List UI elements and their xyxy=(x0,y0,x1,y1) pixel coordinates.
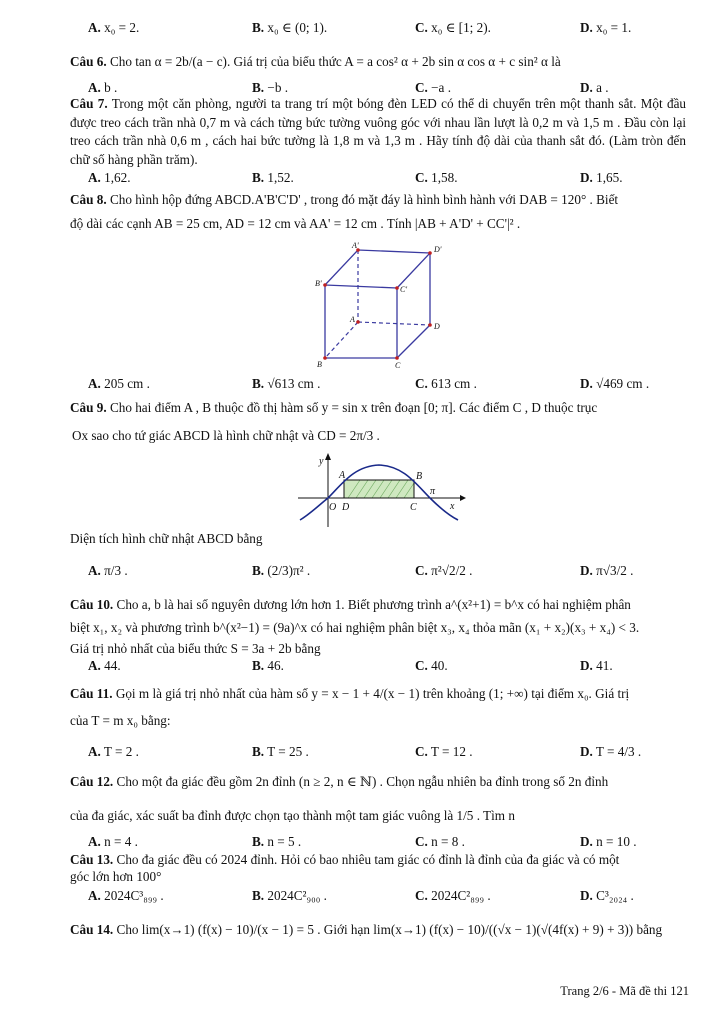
label-pi: π xyxy=(430,486,436,497)
q12-option-c[interactable]: C. n = 8 . xyxy=(415,834,465,849)
edge-cd xyxy=(397,325,430,358)
q12-option-a[interactable]: A. n = 4 . xyxy=(88,834,138,849)
label-o: O xyxy=(329,502,337,513)
label-d1: D' xyxy=(434,245,442,254)
q5-option-c[interactable]: C. x₀ ∈ [1; 2). xyxy=(415,20,491,35)
q7-stem: Câu 7. Trong một căn phòng, người ta trang trí một bóng đèn LED có thể di chuyển trên một thanh sắt. Một đầu được treo cách trần nhà 0,7 m và cách từng bức tường vuông góc với nhau lần lượt là 0,2 m và 1,5 m . Đầu còn lại treo cách trần nhà 0,6 m , cách hai bức tường là 1,8 m và 1,3 m . Hãy tính độ dài của thanh sắt đó. (Làm tròn đến chữ số hàng phần trăm). xyxy=(70,96,687,167)
y-axis-arrow xyxy=(325,453,331,460)
q11-option-b[interactable]: B. T = 25 . xyxy=(252,744,309,759)
q6-option-d[interactable]: D. a . xyxy=(580,80,609,95)
q6-option-c[interactable]: C. −a . xyxy=(415,80,452,95)
label-b: B xyxy=(416,471,423,482)
q11-option-d[interactable]: D. T = 4/3 . xyxy=(580,744,642,759)
q12-option-d[interactable]: D. n = 10 . xyxy=(580,834,637,849)
q7-option-a[interactable]: A. 1,62. xyxy=(88,170,131,185)
label-a: A xyxy=(350,315,355,324)
vertex-a xyxy=(356,320,360,324)
q12-option-b[interactable]: B. n = 5 . xyxy=(252,834,302,849)
q13-stem-line1: Câu 13. Cho đa giác đều có 2024 đỉnh. Hỏi có bao nhiêu tam giác có đỉnh là đỉnh của đa giác và có một xyxy=(70,852,620,867)
label-b1: B' xyxy=(315,279,322,288)
q13-option-d[interactable]: D. C³₂₀₂₄ . xyxy=(580,888,634,903)
q11-stem-line2: của T = m x₀ bằng: xyxy=(70,713,171,728)
label-a: A xyxy=(339,470,346,481)
q8-option-c[interactable]: C. 613 cm . xyxy=(415,376,477,391)
label-x: x xyxy=(450,501,455,512)
edge-ad-hidden xyxy=(358,322,430,325)
q6-option-b[interactable]: B. −b . xyxy=(252,80,289,95)
vertex-b xyxy=(323,356,327,360)
label-c: C xyxy=(395,361,401,370)
q10-stem-line1: Câu 10. Cho a, b là hai số nguyên dương lớn hơn 1. Biết phương trình a^(x²+1) = b^x có hai nghiệm phân xyxy=(70,597,631,612)
q11-stem-line1: Câu 11. Gọi m là giá trị nhỏ nhất của hàm số y = x − 1 + 4/(x − 1) trên khoảng (1; +∞) tại điểm x₀. Giá trị xyxy=(70,686,630,701)
vertex-d xyxy=(428,323,432,327)
label-c: C xyxy=(410,502,417,513)
q13-option-b[interactable]: B. 2024C²₉₀₀ . xyxy=(252,888,327,903)
q10-stem-line3: Giá trị nhỏ nhất của biểu thức S = 3a + 2b bằng xyxy=(70,641,321,656)
label-y: y xyxy=(319,456,324,467)
q9-option-b[interactable]: B. (2/3)π² . xyxy=(252,563,311,578)
label-d: D xyxy=(434,322,440,331)
edge-b1c1 xyxy=(325,285,397,288)
q12-stem-line1: Câu 12. Cho một đa giác đều gồm 2n đỉnh (n ≥ 2, n ∈ ℕ) . Chọn ngẫu nhiên ba đỉnh trong số 2n đỉnh xyxy=(70,774,609,789)
rectangle-fill xyxy=(344,480,414,498)
q8-option-b[interactable]: B. √613 cm . xyxy=(252,376,321,391)
page-footer: Trang 2/6 - Mã đề thi 121 xyxy=(560,984,689,998)
q7-option-b[interactable]: B. 1,52. xyxy=(252,170,294,185)
q8-stem-line1: Câu 8. Cho hình hộp đứng ABCD.A'B'C'D' , trong đó mặt đáy là hình bình hành với DAB = 120° . Biết xyxy=(70,192,619,207)
q9-question: Diện tích hình chữ nhật ABCD bằng xyxy=(70,531,263,546)
edge-ab-hidden xyxy=(325,322,358,358)
parallelepiped-figure xyxy=(300,240,450,370)
q8-option-a[interactable]: A. 205 cm . xyxy=(88,376,150,391)
q13-stem-line2: góc lớn hơn 100° xyxy=(70,869,162,884)
q11-option-a[interactable]: A. T = 2 . xyxy=(88,744,139,759)
q10-stem-line2: biệt x₁, x₂ và phương trình b^(x²−1) = (9a)^x có hai nghiệm phân biệt x₃, x₄ thỏa mãn (x₁ + x₂)(x₃ + x₄) < 3. xyxy=(70,620,640,635)
q9-option-c[interactable]: C. π²√2/2 . xyxy=(415,563,473,578)
q8-option-d[interactable]: D. √469 cm . xyxy=(580,376,650,391)
q11-option-c[interactable]: C. T = 12 . xyxy=(415,744,473,759)
label-c1: C' xyxy=(400,285,408,294)
q9-option-d[interactable]: D. π√3/2 . xyxy=(580,563,634,578)
vertex-c xyxy=(395,356,399,360)
q6-option-a[interactable]: A. b . xyxy=(88,80,118,95)
q14-stem: Câu 14. Cho lim(x→1) (f(x) − 10)/(x − 1) = 5 . Giới hạn lim(x→1) (f(x) − 10)/((√x − 1)(√(4f(x) + 9) + 3)) bằng xyxy=(70,922,663,937)
q5-option-b[interactable]: B. x₀ ∈ (0; 1). xyxy=(252,20,328,35)
q10-option-c[interactable]: C. 40. xyxy=(415,658,448,673)
sine-graph-figure xyxy=(298,452,468,528)
vertex-b1 xyxy=(323,283,327,287)
q13-option-a[interactable]: A. 2024C³₈₉₉ . xyxy=(88,888,164,903)
vertex-c1 xyxy=(395,286,399,290)
q10-option-b[interactable]: B. 46. xyxy=(252,658,284,673)
q9-option-a[interactable]: A. π/3 . xyxy=(88,563,128,578)
q10-option-d[interactable]: D. 41. xyxy=(580,658,613,673)
q13-option-c[interactable]: C. 2024C²₈₉₉ . xyxy=(415,888,491,903)
x-axis-arrow xyxy=(460,495,466,501)
q9-stem-line1: Câu 9. Cho hai điểm A , B thuộc đồ thị hàm số y = sin x trên đoạn [0; π]. Các điểm C , D thuộc trục xyxy=(70,400,598,415)
q5-option-a[interactable]: A. x₀ = 2. xyxy=(88,20,140,35)
edge-a1b1 xyxy=(325,250,358,285)
edge-a1d1 xyxy=(358,250,430,253)
q12-stem-line2: của đa giác, xác suất ba đỉnh được chọn tạo thành một tam giác vuông là 1/5 . Tìm n xyxy=(70,808,515,823)
label-a1: A' xyxy=(352,241,359,250)
q10-option-a[interactable]: A. 44. xyxy=(88,658,121,673)
label-b: B xyxy=(317,360,322,369)
edge-d1c1 xyxy=(397,253,430,288)
q7-option-c[interactable]: C. 1,58. xyxy=(415,170,458,185)
q5-option-d[interactable]: D. x₀ = 1. xyxy=(580,20,632,35)
q9-stem-line2: Ox sao cho tứ giác ABCD là hình chữ nhật và CD = 2π/3 . xyxy=(72,428,380,443)
label-d: D xyxy=(342,502,350,513)
q8-stem-line2: độ dài các cạnh AB = 25 cm, AD = 12 cm và AA' = 12 cm . Tính |AB + A'D' + CC'|² . xyxy=(70,216,521,231)
q6-stem: Câu 6. Cho tan α = 2b/(a − c). Giá trị của biểu thức A = a cos² α + 2b sin α cos α + c sin² α là xyxy=(70,54,561,69)
vertex-d1 xyxy=(428,251,432,255)
q7-option-d[interactable]: D. 1,65. xyxy=(580,170,623,185)
